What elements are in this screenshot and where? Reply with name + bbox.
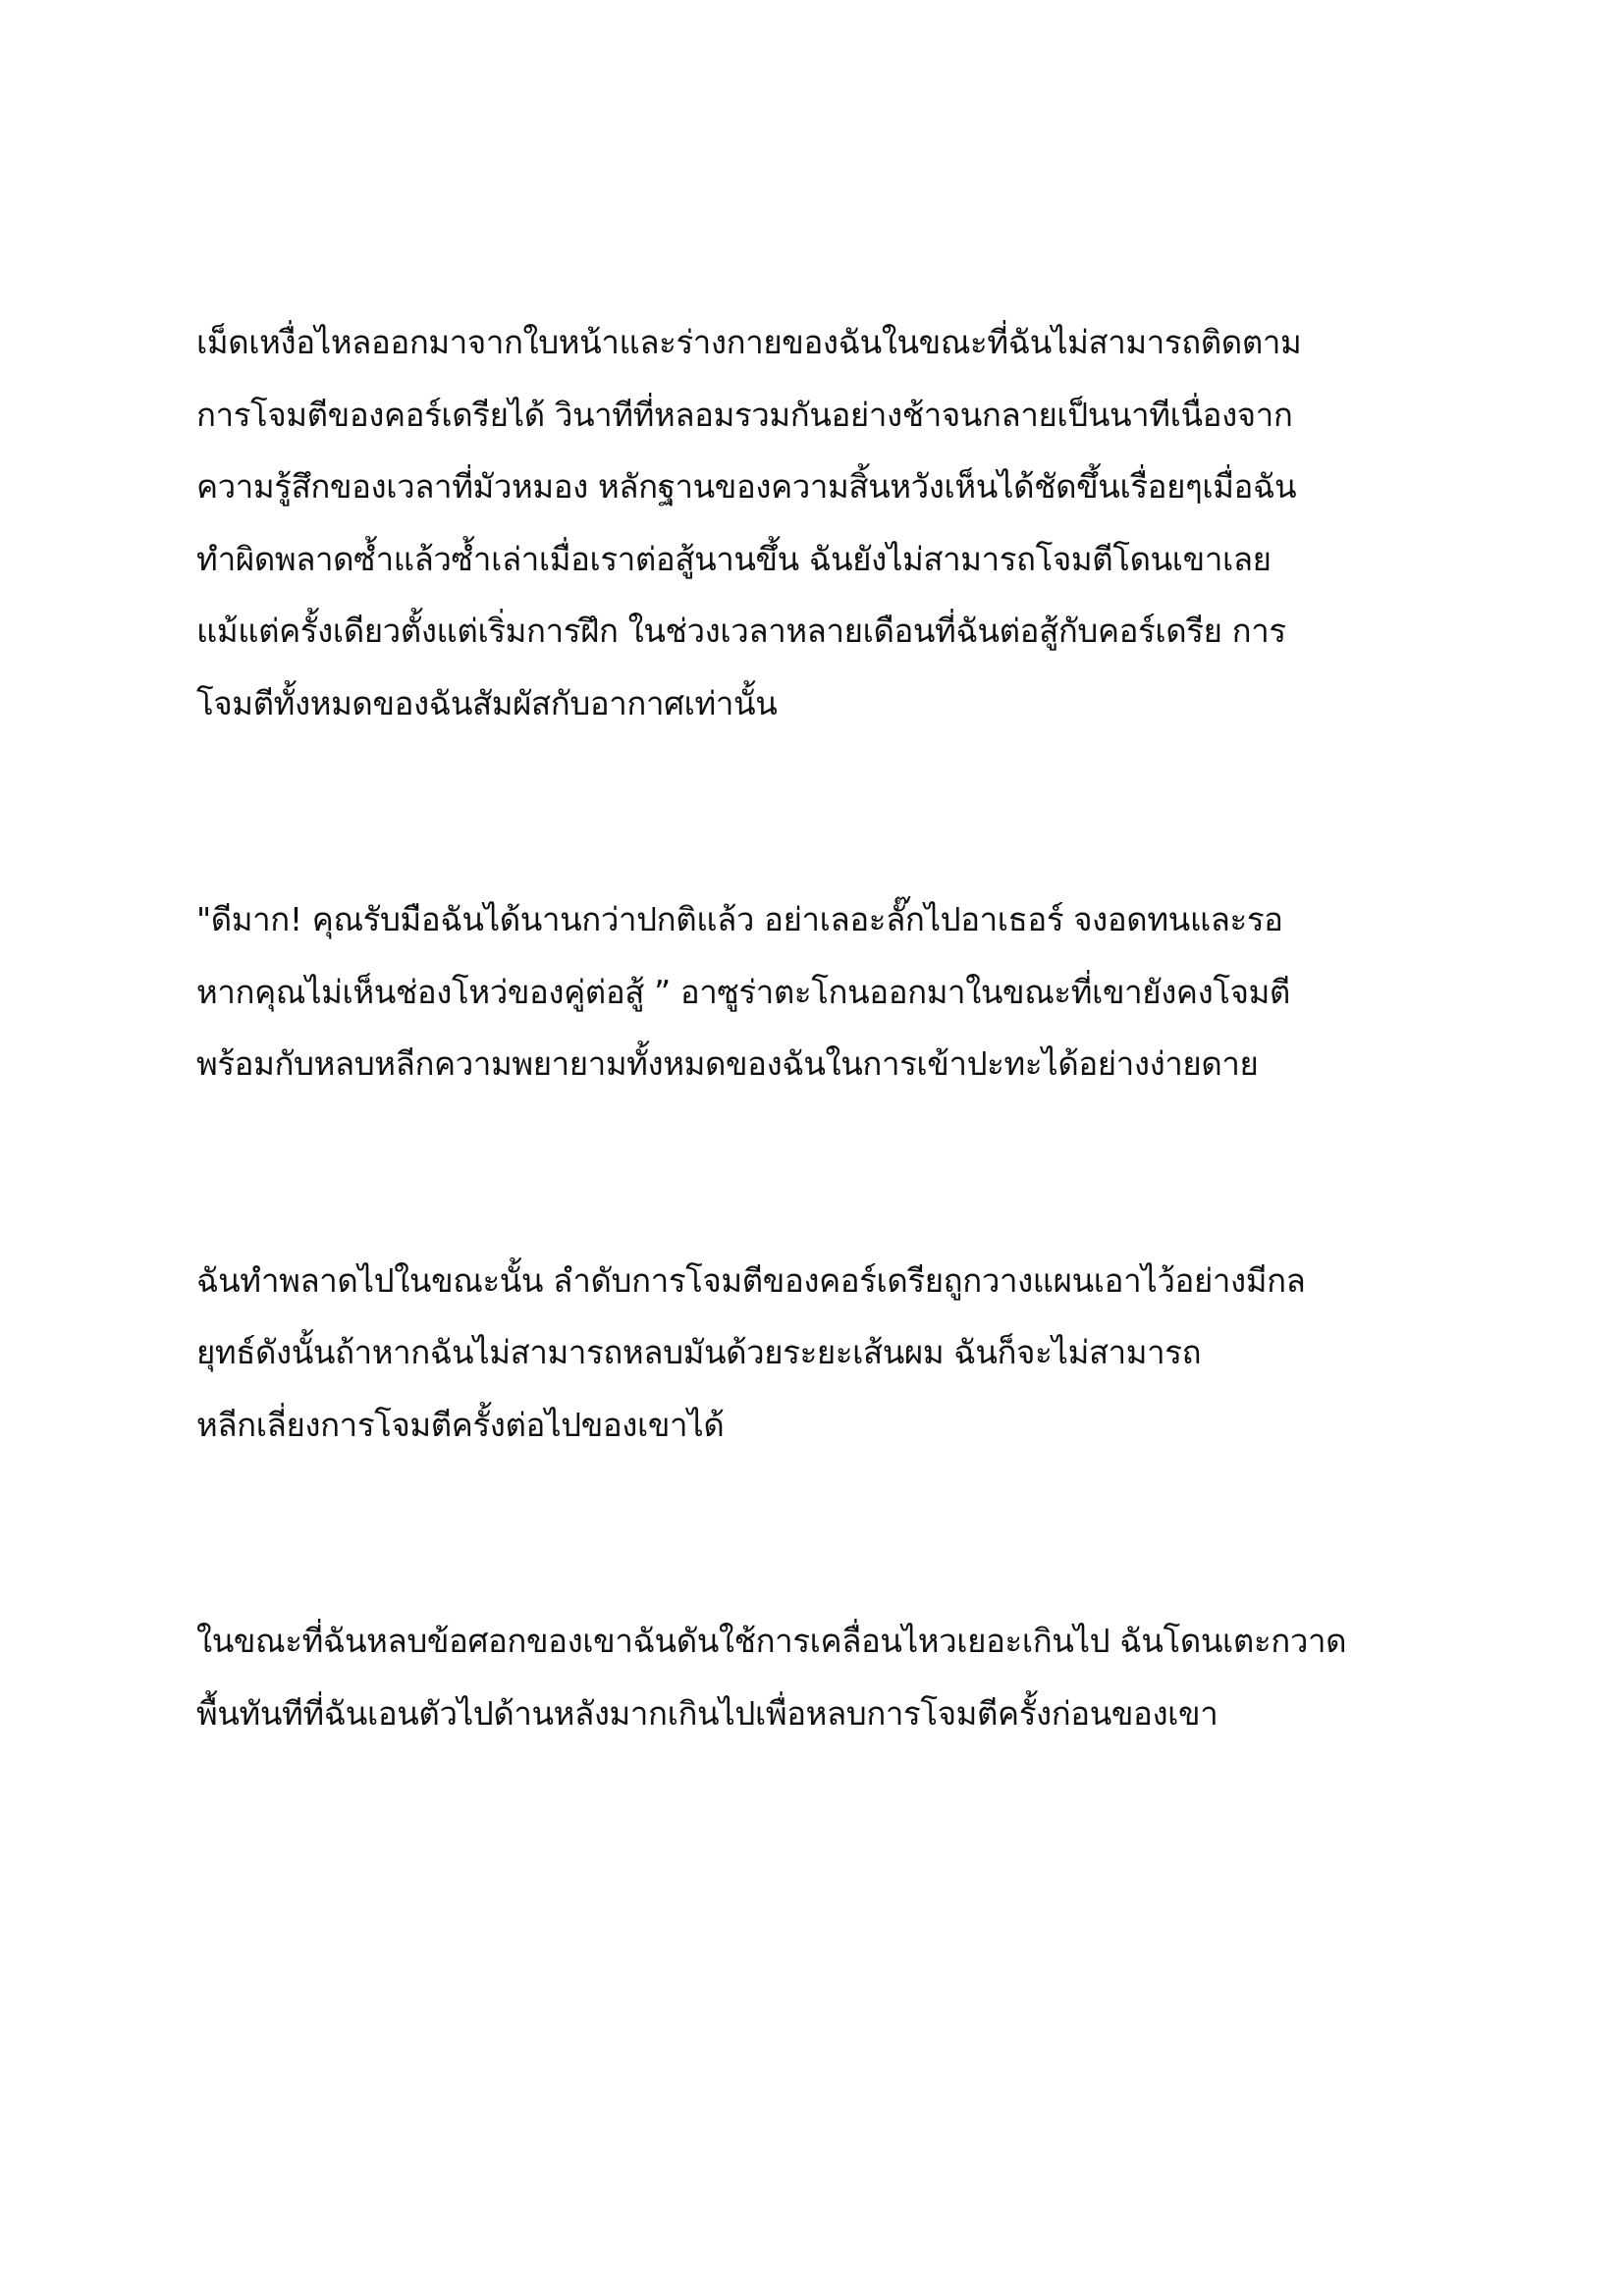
text-line: ความรู้สึกของเวลาที่มัวหมอง หลักฐานของความสิ้นหวังเห็นได้ชัดขึ้นเรื่อยๆเมื่อฉัน (196, 467, 1297, 506)
text-line: โจมตีทั้งหมดของฉันสัมผัสกับอากาศเท่านั้น (196, 683, 778, 722)
text-line: พื้นทันทีที่ฉันเอนตัวไปด้านหลังมากเกินไปเพื่อหลบการโจมตีครั้งก่อนของเขา (196, 1693, 1218, 1733)
text-line: พร้อมกับหลบหลีกความพยายามทั้งหมดของฉันในการเข้าปะทะได้อย่างง่ายดาย (196, 1044, 1259, 1083)
text-line: หากคุณไม่เห็นช่องโหว่ของคู่ต่อสู้ ” อาซูร่าตะโกนออกมาในขณะที่เขายังคงโจมตี (196, 972, 1290, 1011)
text-line: แม้แต่ครั้งเดียวตั้งแต่เริ่มการฝึก ในช่วงเวลาหลายเดือนที่ฉันต่อสู้กับคอร์เดรีย การ (196, 612, 1286, 650)
text-line: การโจมตีของคอร์เดรียได้ วินาทีที่หลอมรวมกันอย่างช้าจนกลายเป็นนาทีเนื่องจาก (196, 395, 1293, 434)
text-line: ยุทธ์ดังนั้นถ้าหากฉันไม่สามารถหลบมันด้วยระยะเส้นผม ฉันก็จะไม่สามารถ (196, 1333, 1202, 1371)
document-body (196, 306, 1473, 1749)
text-line: ฉันทำพลาดไปในขณะนั้น ลำดับการโจมตีของคอร์เดรียถูกวางแผนเอาไว้อย่างมีกล (196, 1260, 1306, 1300)
paragraph-3 (196, 1245, 1473, 1462)
text-line: เม็ดเหงื่อไหลออกมาจากใบหน้าและร่างกายของฉันในขณะที่ฉันไม่สามารถติดตาม (196, 323, 1302, 361)
paragraph-2 (196, 883, 1473, 1100)
paragraph-1 (196, 306, 1473, 739)
text-line: "ดีมาก! คุณรับมือฉันได้นานกว่าปกติแล้ว อย่าเลอะลั๊กไปอาเธอร์ จงอดทนและรอ (196, 900, 1283, 938)
paragraph-4 (196, 1605, 1473, 1749)
text-line: หลีกเลี่ยงการโจมตีครั้งต่อไปของเขาได้ (196, 1405, 725, 1444)
text-line: ทำผิดพลาดซ้ำแล้วซ้ำเล่าเมื่อเราต่อสู้นานขึ้น ฉันยังไม่สามารถโจมตีโดนเขาเลย (196, 539, 1272, 578)
text-line: ในขณะที่ฉันหลบข้อศอกของเขาฉันดันใช้การเคลื่อนไหวเยอะเกินไป ฉันโดนเตะกวาด (196, 1622, 1347, 1660)
